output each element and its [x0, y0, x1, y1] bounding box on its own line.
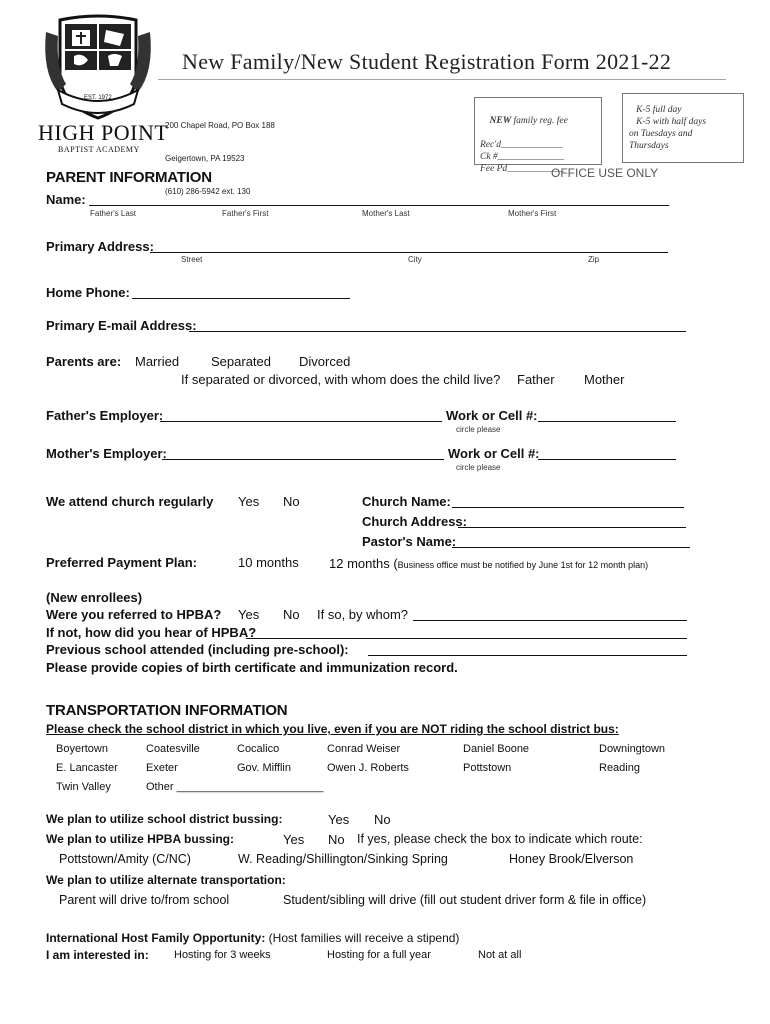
- circle-please: circle please: [456, 425, 501, 434]
- route-honey-brook[interactable]: Honey Brook/Elverson: [509, 852, 634, 866]
- church-yes[interactable]: Yes: [238, 494, 260, 509]
- status-married[interactable]: Married: [135, 354, 180, 369]
- father-employer-field[interactable]: [160, 421, 442, 422]
- name-label: Name:: [46, 192, 86, 207]
- sub-mother-first: Mother's First: [508, 209, 557, 218]
- district-exeter[interactable]: Exeter: [146, 762, 178, 774]
- district-other[interactable]: Other ________________________: [146, 781, 324, 793]
- logo-est: EST. 1972: [84, 95, 112, 101]
- district-coatesville[interactable]: Coatesville: [146, 743, 200, 755]
- referred-question: Were you referred to HPBA?: [46, 607, 222, 622]
- hpba-bussing-yes[interactable]: Yes: [283, 832, 305, 847]
- church-address-label: Church Address:: [362, 514, 467, 529]
- parent-section-header: PARENT INFORMATION: [46, 169, 212, 186]
- circle-please: circle please: [456, 463, 501, 472]
- interested-label: I am interested in:: [46, 948, 149, 962]
- district-pottstown[interactable]: Pottstown: [463, 762, 512, 774]
- new-label: NEW: [489, 116, 512, 126]
- hpba-bussing-label: We plan to utilize HPBA bussing:: [46, 832, 235, 846]
- address-line: 200 Chapel Road, PO Box 188: [165, 121, 275, 130]
- alternate-transport-label: We plan to utilize alternate transportation:: [46, 873, 286, 887]
- custody-question: If separated or divorced, with whom does the child live?: [181, 372, 501, 387]
- church-question: We attend church regularly: [46, 494, 214, 509]
- route-question: If yes, please check the box to indicate which route:: [357, 832, 643, 846]
- schedule-text: K-5 full day K-5 with half days on Tuesdays and Thursdays: [629, 105, 707, 151]
- fee-lines: Rec'd_____________ Ck #______________ Fee Pd____________: [480, 140, 565, 174]
- district-twin-valley[interactable]: Twin Valley: [56, 781, 111, 793]
- host-full-year[interactable]: Hosting for a full year: [327, 949, 431, 961]
- copies-note: Please provide copies of birth certificate and immunization record.: [46, 660, 458, 675]
- route-pottstown-amity[interactable]: Pottstown/Amity (C/NC): [59, 852, 191, 866]
- sub-father-last: Father's Last: [90, 209, 136, 218]
- hear-field[interactable]: [246, 638, 687, 639]
- district-question: Please check the school district in which you live, even if you are NOT riding the school district bus:: [46, 722, 619, 736]
- father-work-cell-field[interactable]: [538, 421, 676, 422]
- parent-drive-option[interactable]: Parent will drive to/from school: [59, 893, 230, 907]
- payment-12-months[interactable]: [329, 555, 648, 573]
- district-gov-mifflin[interactable]: Gov. Mifflin: [237, 762, 291, 774]
- school-address: [165, 98, 275, 208]
- district-cocalico[interactable]: Cocalico: [237, 743, 280, 755]
- home-phone-label: Home Phone:: [46, 285, 130, 300]
- church-name-label: Church Name:: [362, 494, 451, 509]
- district-bussing-no[interactable]: No: [374, 812, 391, 827]
- custody-mother[interactable]: Mother: [584, 372, 625, 387]
- father-work-cell-label: Work or Cell #:: [446, 408, 538, 423]
- home-phone-field[interactable]: [132, 298, 350, 299]
- logo-school-name: HIGH POINT: [38, 120, 169, 145]
- district-owen-j-roberts[interactable]: Owen J. Roberts: [327, 762, 409, 774]
- route-w-reading[interactable]: W. Reading/Shillington/Sinking Spring: [238, 852, 448, 866]
- email-field[interactable]: [189, 331, 686, 332]
- father-employer-label: Father's Employer:: [46, 408, 164, 423]
- sub-mother-last: Mother's Last: [362, 209, 410, 218]
- payment-10-months[interactable]: 10 months: [238, 555, 299, 570]
- host-family-line: [46, 931, 459, 945]
- enrollees-heading: (New enrollees): [46, 590, 143, 605]
- address-line: Geigertown, PA 19523: [165, 154, 245, 163]
- district-conrad-weiser[interactable]: Conrad Weiser: [327, 743, 401, 755]
- mother-employer-field[interactable]: [162, 459, 444, 460]
- office-box-schedule: [622, 93, 744, 163]
- email-label: Primary E-mail Address:: [46, 318, 197, 333]
- host-family-note: (Host families will receive a stipend): [265, 931, 460, 945]
- district-bussing-label: We plan to utilize school district bussing:: [46, 812, 283, 826]
- form-title: New Family/New Student Registration Form 2021-22: [182, 49, 672, 74]
- referred-yes[interactable]: Yes: [238, 607, 260, 622]
- office-use-label: OFFICE USE ONLY: [551, 166, 659, 180]
- hpba-bussing-no[interactable]: No: [328, 832, 345, 847]
- address-line: (610) 286-5942 ext. 130: [165, 187, 251, 196]
- district-reading[interactable]: Reading: [599, 762, 640, 774]
- reg-fee-label: family reg. fee: [511, 116, 568, 126]
- school-logo: [38, 12, 169, 162]
- payment-label: Preferred Payment Plan:: [46, 555, 198, 570]
- name-field[interactable]: [89, 205, 669, 206]
- church-address-field[interactable]: [458, 527, 686, 528]
- parents-are-label: Parents are:: [46, 354, 122, 369]
- hear-question: If not, how did you hear of HPBA?: [46, 625, 257, 640]
- mother-work-cell-label: Work or Cell #:: [448, 446, 540, 461]
- mother-employer-label: Mother's Employer:: [46, 446, 167, 461]
- host-family-label: International Host Family Opportunity:: [46, 931, 266, 945]
- custody-father[interactable]: Father: [517, 372, 555, 387]
- title-rule: [158, 79, 726, 80]
- sub-zip: Zip: [588, 255, 600, 264]
- address-field[interactable]: [150, 252, 668, 253]
- sub-street: Street: [181, 255, 203, 264]
- payment-12-label: 12 months (: [329, 556, 398, 571]
- previous-school-label: Previous school attended (including pre-school):: [46, 642, 349, 657]
- previous-school-field[interactable]: [368, 655, 687, 656]
- crest-icon: [38, 12, 158, 122]
- referred-who-label: If so, by whom?: [317, 607, 409, 622]
- mother-work-cell-field[interactable]: [538, 459, 676, 460]
- status-divorced[interactable]: Divorced: [299, 354, 351, 369]
- pastor-name-label: Pastor's Name:: [362, 534, 457, 549]
- office-box-fees: [474, 97, 602, 174]
- church-no[interactable]: No: [283, 494, 300, 509]
- sub-city: City: [408, 255, 422, 264]
- sub-father-first: Father's First: [222, 209, 269, 218]
- district-downingtown[interactable]: Downingtown: [599, 743, 666, 755]
- host-3-weeks[interactable]: Hosting for 3 weeks: [174, 949, 271, 961]
- status-separated[interactable]: Separated: [211, 354, 271, 369]
- church-name-field[interactable]: [452, 507, 684, 508]
- payment-12-note: Business office must be notified by June 1st for 12 month plan): [397, 560, 649, 570]
- referred-who-field[interactable]: [413, 620, 687, 621]
- address-label: Primary Address:: [46, 239, 154, 254]
- referred-no[interactable]: No: [283, 607, 300, 622]
- district-e-lancaster[interactable]: E. Lancaster: [56, 762, 118, 774]
- host-not-at-all[interactable]: Not at all: [478, 949, 522, 961]
- pastor-name-field[interactable]: [452, 547, 690, 548]
- district-daniel-boone[interactable]: Daniel Boone: [463, 743, 530, 755]
- district-boyertown[interactable]: Boyertown: [56, 743, 108, 755]
- district-bussing-yes[interactable]: Yes: [328, 812, 350, 827]
- transport-section-header: TRANSPORTATION INFORMATION: [46, 702, 288, 719]
- student-drive-option[interactable]: Student/sibling will drive (fill out student driver form & file in office): [283, 893, 647, 907]
- logo-school-subname: BAPTIST ACADEMY: [58, 145, 140, 154]
